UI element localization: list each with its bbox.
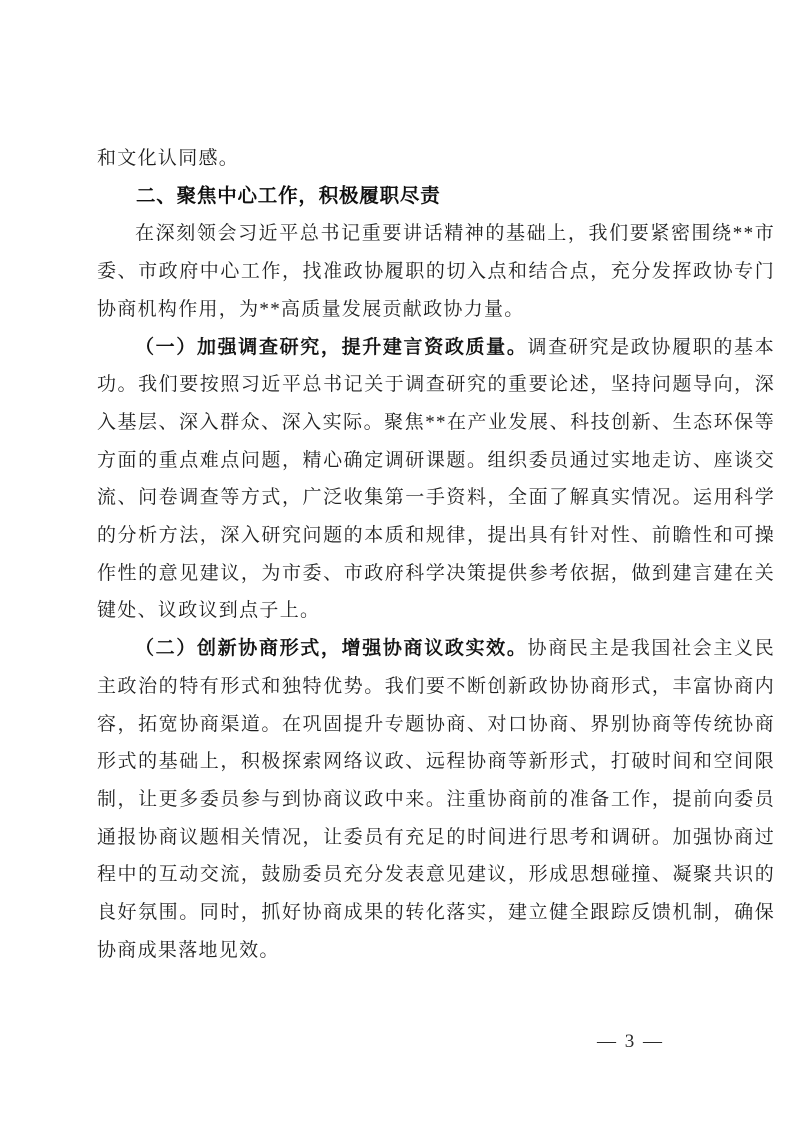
paragraph-text: 协商民主是我国社会主义民主政治的特有形式和独特优势。我们要不断创新政协协商形式，丰富协商内容，拓宽协商渠道。在巩固提升专题协商、对口协商、界别协商等传统协商形式的基础上，积极探索网络议政、远程协商等新形式，打破时间和空间限制，让更多委员参与到协商议政中来。注重协商前的准备工作，提前向委员通报协商议题相关情况，让委员有充足的时间进行思考和调研。加强协商过程中的互动交流，鼓励委员充分发表意见建议，形成思想碰撞、凝聚共识的良好氛围。同时，抓好协商成果的转化落实，建立健全跟踪反馈机制，确保协商成果落地见效。 xyxy=(97,638,776,961)
section-heading: 二、聚焦中心工作，积极履职尽责 xyxy=(136,184,441,207)
paragraph-continuation: 和文化认同感。 xyxy=(97,148,240,169)
paragraph-lead: （二）创新协商形式，增强协商议政实效。 xyxy=(135,638,528,660)
paragraph-text: 调查研究是政协履职的基本功。我们要按照习近平总书记关于调查研究的重要论述，坚持问题导向，深入基层、深入群众、深入实际。聚焦**在产业发展、科技创新、生态环保等方面的重点难点问题，精心确定调研课题。组织委员通过实地走访、座谈交流、问卷调查等方式，广泛收集第一手资料，全面了解真实情况。运用科学的分析方法，深入研究问题的本质和规律，提出具有针对性、前瞻性和可操作性的意见建议，为市委、市政府科学决策提供参考依据，做到建言建在关键处、议政议到点子上。 xyxy=(97,336,776,622)
paragraph xyxy=(97,329,775,631)
paragraph xyxy=(97,215,775,328)
document-body xyxy=(97,140,775,969)
paragraph-lead: （一）加强调查研究，提升建言资政质量。 xyxy=(135,336,528,358)
paragraph-text: 在深刻领会习近平总书记重要讲话精神的基础上，我们要紧密围绕**市委、市政府中心工作，找准政协履职的切入点和结合点，充分发挥政协专门协商机构作用，为**高质量发展贡献政协力量。 xyxy=(97,223,775,320)
page-number: — 3 — xyxy=(597,1031,664,1052)
paragraph xyxy=(97,630,775,969)
